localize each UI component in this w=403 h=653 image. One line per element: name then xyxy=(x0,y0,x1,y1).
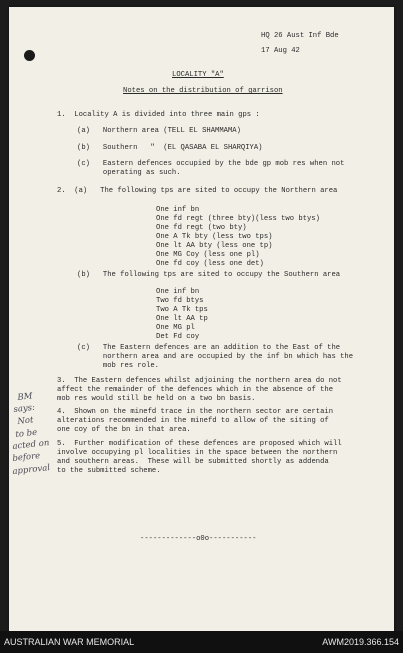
list-item: Det Fd coy xyxy=(156,333,200,341)
end-mark: -------------o0o----------- xyxy=(140,535,257,543)
para1-intro: 1. Locality A is divided into three main gps : xyxy=(57,111,260,119)
para4-line: 4. Shown on the minefd trace in the northern sector are certain xyxy=(57,408,334,416)
list-item: Two A Tk tps xyxy=(156,306,208,314)
para3-line: 3. The Eastern defences whilst adjoining the northern area do not xyxy=(57,377,342,385)
para5-line: 5. Further modification of these defences are proposed which will xyxy=(57,440,342,448)
para2-c2: northern area and are occupied by the inf bn which has the xyxy=(77,353,354,361)
list-item: One fd regt (two bty) xyxy=(156,224,247,232)
para1-c1: (c) Eastern defences occupied by the bde gp mob res when not xyxy=(77,160,345,168)
list-item: One fd coy (less one det) xyxy=(156,260,264,268)
footer-accession-number: AWM2019.366.154 xyxy=(322,637,399,647)
list-item: One inf bn xyxy=(156,206,200,214)
handwriting-line: before xyxy=(12,451,41,464)
locality-title: LOCALITY "A" xyxy=(172,71,224,79)
punch-hole xyxy=(24,50,35,61)
list-item: One inf bn xyxy=(156,288,200,296)
handwriting-line: says: xyxy=(13,402,36,415)
para1-b: (b) Southern " (EL QASABA EL SHARQIYA) xyxy=(77,144,263,152)
footer-institution: AUSTRALIAN WAR MEMORIAL xyxy=(4,637,135,647)
list-item: One lt AA tp xyxy=(156,315,208,323)
para2-b-intro: (b) The following tps are sited to occupy the Southern area xyxy=(77,271,341,279)
para2-c3: mob res role. xyxy=(77,362,159,370)
para5-line: and southern areas. These will be submitted shortly as addenda xyxy=(57,458,329,466)
header-date: 17 Aug 42 xyxy=(261,47,300,55)
para4-line: one coy of the bn in that area. xyxy=(57,426,191,434)
list-item: Two fd btys xyxy=(156,297,204,305)
para5-line: involve occupying pl localities in the space between the northern xyxy=(57,449,338,457)
handwriting-line: acted on xyxy=(12,438,50,452)
handwriting-line: approval xyxy=(12,463,51,477)
list-item: One fd regt (three bty)(less two btys) xyxy=(156,215,320,223)
para3-line: mob res would still be held on a two bn basis. xyxy=(57,395,256,403)
handwriting-line: BM xyxy=(17,391,33,403)
list-item: One MG Coy (less one pl) xyxy=(156,251,260,259)
list-item: One A Tk bty (less two tps) xyxy=(156,233,273,241)
handwriting-line: to be xyxy=(15,427,38,440)
header-hq: HQ 26 Aust Inf Bde xyxy=(261,32,339,40)
list-item: One MG pl xyxy=(156,324,195,332)
notes-subtitle: Notes on the distribution of garrison xyxy=(123,87,283,95)
para2-a-intro: 2. (a) The following tps are sited to occupy the Northern area xyxy=(57,187,338,195)
para2-c1: (c) The Eastern defences are an addition to the East of the xyxy=(77,344,341,352)
para1-a: (a) Northern area (TELL EL SHAMMAMA) xyxy=(77,127,241,135)
para4-line: alterations recommended in the minefd to allow of the siting of xyxy=(57,417,329,425)
para1-c2: operating as such. xyxy=(77,169,181,177)
para5-line: to the submitted scheme. xyxy=(57,467,161,475)
archive-footer-bar xyxy=(0,631,403,653)
handwriting-line: Not xyxy=(17,415,34,427)
list-item: One lt AA bty (less one tp) xyxy=(156,242,273,250)
document-page xyxy=(9,7,394,631)
para3-line: affect the remainder of the defences which in the absence of the xyxy=(57,386,334,394)
